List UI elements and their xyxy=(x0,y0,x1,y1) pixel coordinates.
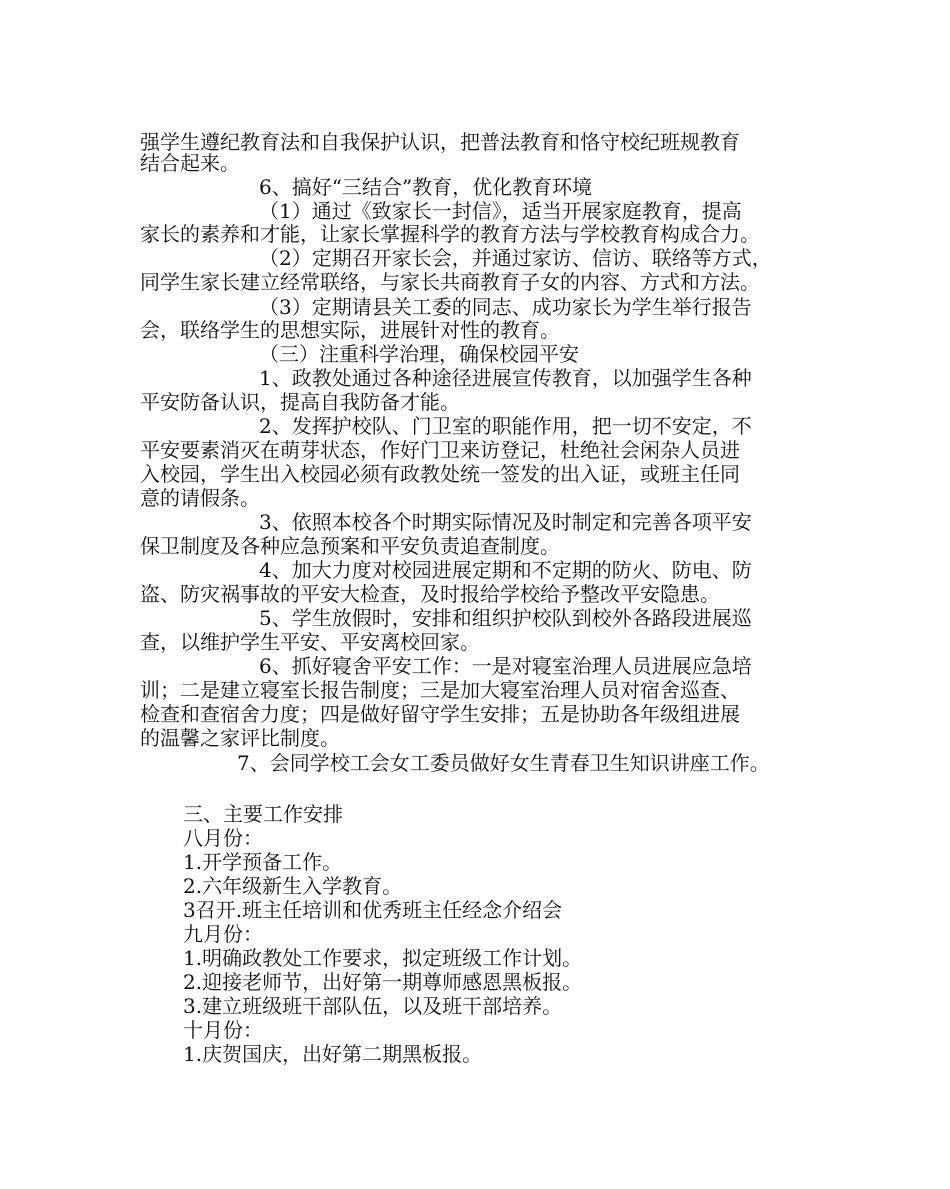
section-heading: 三、主要工作安排 xyxy=(183,802,343,826)
body-line: 同学生家长建立经常联络，与家长共商教育子女的内容、方式和方法。 xyxy=(140,270,760,294)
body-line: 意的请假条。 xyxy=(140,486,260,510)
body-line: 1、政教处通过各种途径进展宣传教育，以加强学生各种 xyxy=(259,366,752,390)
body-line: 3、依照本校各个时期实际情况及时制定和完善各项平安 xyxy=(259,510,752,534)
body-line: （3）定期请县关工委的同志、成功家长为学生举行报告 xyxy=(259,295,752,319)
body-line: 平安要素消灭在萌芽状态，作好门卫来访登记，杜绝社会闲杂人员进 xyxy=(140,438,740,462)
section-heading: （三）注重科学治理，确保校园平安 xyxy=(259,342,579,366)
body-line: 训；二是建立寝室长报告制度；三是加大寝室治理人员对宿舍巡查、 xyxy=(140,678,740,702)
body-line: 结合起来。 xyxy=(140,151,240,175)
body-line: 2、发挥护校队、门卫室的职能作用，把一切不安定，不 xyxy=(259,414,752,438)
body-line: 家长的素养和才能，让家长掌握科学的教育方法与学校教育构成合力。 xyxy=(140,222,760,246)
body-line: 5、学生放假时，安排和组织护校队到校外各路段进展巡 xyxy=(259,606,752,630)
body-line: （1）通过《致家长一封信》，适当开展家庭教育，提高 xyxy=(259,199,742,223)
month-heading: 八月份： xyxy=(183,826,263,850)
body-line: 会，联络学生的思想实际，进展针对性的教育。 xyxy=(140,318,560,342)
list-item: 1.庆贺国庆，出好第二期黑板报。 xyxy=(183,1042,483,1066)
body-line: 盗、防灾祸事故的平安大检查，及时报给学校给予整改平安隐患。 xyxy=(140,582,720,606)
body-line: 强学生遵纪教育法和自我保护认识，把普法教育和恪守校纪班规教育 xyxy=(140,130,740,154)
list-item: 2.迎接老师节，出好第一期尊师感恩黑板报。 xyxy=(183,970,583,994)
list-item: 3.建立班级班干部队伍，以及班干部培养。 xyxy=(183,994,563,1018)
body-line: 6、抓好寝舍平安工作：一是对寝室治理人员进展应急培 xyxy=(259,654,752,678)
body-line: 保卫制度及各种应急预案和平安负责追查制度。 xyxy=(140,534,560,558)
list-item: 1.明确政教处工作要求，拟定班级工作计划。 xyxy=(183,946,583,970)
list-item: 1.开学预备工作。 xyxy=(183,850,343,874)
body-line: 平安防备认识，提高自我防备才能。 xyxy=(140,390,460,414)
list-item: 3召开.班主任培训和优秀班主任经念介绍会 xyxy=(183,898,563,922)
month-heading: 十月份： xyxy=(183,1018,263,1042)
body-line: （2）定期召开家长会，并通过家访、信访、联络等方式， xyxy=(259,246,772,270)
body-line: 7、会同学校工会女工委员做好女生青春卫生知识讲座工作。 xyxy=(237,751,770,775)
section-heading: 6、搞好“三结合”教育，优化教育环境 xyxy=(259,175,593,199)
body-line: 检查和查宿舍力度；四是做好留守学生安排；五是协助各年级组进展 xyxy=(140,702,740,726)
body-line: 的温馨之家评比制度。 xyxy=(140,726,340,750)
body-line: 查，以维护学生平安、平安离校回家。 xyxy=(140,630,480,654)
body-line: 入校园，学生出入校园必须有政教处统一签发的出入证，或班主任同 xyxy=(140,462,740,486)
list-item: 2.六年级新生入学教育。 xyxy=(183,874,403,898)
body-line: 4、加大力度对校园进展定期和不定期的防火、防电、防 xyxy=(259,558,752,582)
month-heading: 九月份： xyxy=(183,922,263,946)
